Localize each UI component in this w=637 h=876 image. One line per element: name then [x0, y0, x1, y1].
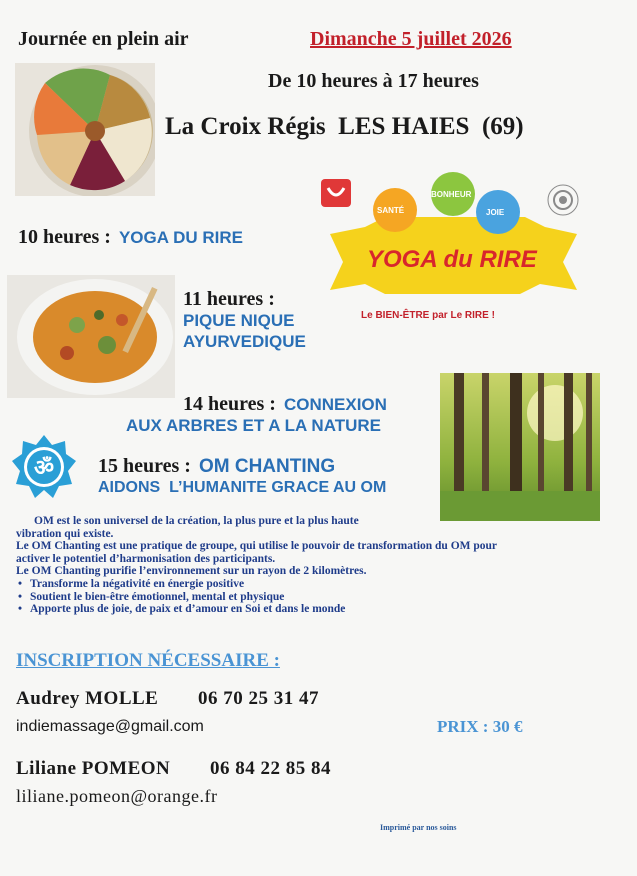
program-11h-line1: PIQUE NIQUE: [183, 311, 295, 330]
program-15h-line2: AIDONS L’HUMANITE GRACE AU OM: [98, 479, 387, 496]
om-text-line: OM est le son universel de la création, la plus pure et la plus haute: [34, 515, 359, 527]
program-14h: [183, 393, 387, 416]
contact2-email[interactable]: liliane.pomeon@orange.fr: [16, 786, 218, 806]
logo-word-joie: JOIE: [486, 208, 505, 217]
printed-by-footer: Imprimé par nos soins: [380, 823, 457, 832]
om-text-line: activer le potentiel d’harmonisation des participants.: [16, 552, 276, 565]
program-11h-line2: AYURVEDIQUE: [183, 332, 306, 351]
program-time: 10 heures :: [18, 226, 111, 248]
curry-bowl-image: [7, 275, 175, 398]
om-text-line: Le OM Chanting est une pratique de groupe, qui utilise le pouvoir de transformation du OM pour: [16, 540, 498, 553]
program-activity: OM CHANTING: [198, 456, 336, 477]
event-date: Dimanche 5 juillet 2026: [310, 28, 512, 50]
list-item: • Apporte plus de joie, de paix et d’amour en Soi et dans le monde: [30, 603, 596, 616]
logo-word-bonheur: BONHEUR: [431, 190, 472, 199]
list-item: • Soutient le bien-être émotionnel, mental et physique: [30, 591, 596, 604]
om-text-line: vibration qui existe.: [16, 527, 114, 540]
program-14h-line2: AUX ARBRES ET A LA NATURE: [126, 416, 381, 435]
contact1-email[interactable]: indiemassage@gmail.com: [16, 718, 204, 735]
svg-text:ॐ: ॐ: [33, 456, 55, 481]
program-activity: CONNEXION: [283, 395, 387, 414]
contact1-phone: 06 70 25 31 47: [198, 688, 319, 709]
program-10h: [18, 226, 243, 249]
program-11h-time: 11 heures :: [183, 288, 275, 310]
program-time: 15 heures :: [98, 455, 191, 477]
program-time: 14 heures :: [183, 393, 276, 415]
logo-word-sante: SANTÉ: [377, 206, 405, 215]
om-benefits-list: [16, 578, 596, 616]
om-description: [16, 515, 596, 616]
logo-tagline: Le BIEN-ÊTRE par Le RIRE !: [361, 310, 495, 321]
contact2-name: Liliane POMEON: [16, 758, 171, 779]
forest-image: [440, 373, 600, 521]
yoga-du-rire-logo: [325, 172, 580, 332]
price-label: PRIX : 30 €: [437, 717, 523, 736]
contact2-phone: 06 84 22 85 84: [210, 758, 331, 779]
logo-title: YOGA du RIRE: [367, 246, 537, 273]
om-text-line: Le OM Chanting purifie l’environnement sur un rayon de 2 kilomètres.: [16, 565, 367, 578]
event-type: Journée en plein air: [18, 28, 189, 50]
om-lotus-icon: [10, 433, 78, 501]
contact1-name: Audrey MOLLE: [16, 688, 159, 709]
program-15h: [98, 455, 335, 478]
salad-image: [15, 63, 155, 196]
inscription-title: INSCRIPTION NÉCESSAIRE :: [16, 650, 280, 671]
event-hours: De 10 heures à 17 heures: [268, 70, 479, 92]
event-location: La Croix Régis LES HAIES (69): [165, 113, 524, 140]
program-activity: YOGA DU RIRE: [118, 228, 244, 247]
list-item: • Transforme la négativité en énergie positive: [30, 578, 596, 591]
